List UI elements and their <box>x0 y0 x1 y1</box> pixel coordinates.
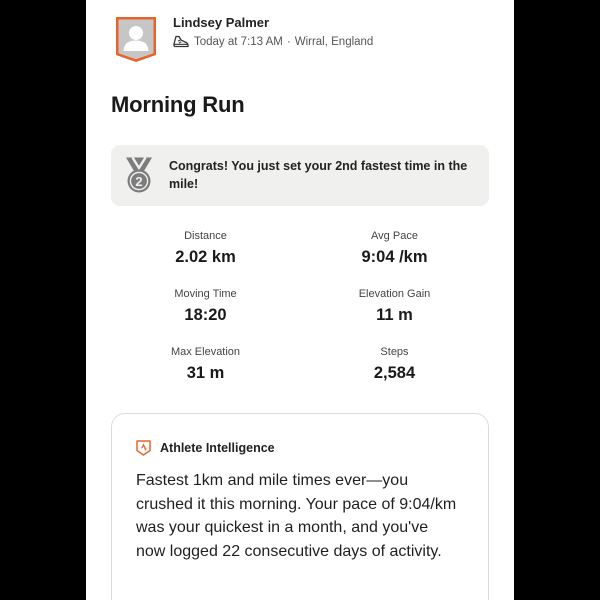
stat-avg-pace <box>300 230 489 267</box>
activity-title: Morning Run <box>111 92 245 117</box>
athlete-avatar[interactable] <box>114 15 158 63</box>
medal-icon <box>123 156 155 194</box>
athlete-intelligence-card[interactable] <box>111 413 489 600</box>
athlete-intelligence-summary: Fastest 1km and mile times ever—you crushed it this morning. Your pace of 9:04/km was your quickest in a month, and you've now logged 22 consecutive days of activity. <box>136 472 457 560</box>
activity-meta <box>173 35 373 49</box>
stat-label: Elevation Gain <box>358 288 431 300</box>
stat-label: Max Elevation <box>170 346 241 358</box>
stat-value: 18:20 <box>184 306 227 324</box>
stat-distance <box>111 230 300 267</box>
running-shoe-icon <box>173 35 189 49</box>
stat-value: 2.02 km <box>175 248 236 266</box>
activity-screen <box>86 0 514 600</box>
activity-location: Wirral, England <box>294 36 374 48</box>
athlete-intelligence-title: Athlete Intelligence <box>160 441 275 455</box>
achievement-card[interactable] <box>111 145 489 206</box>
stat-moving-time <box>111 288 300 325</box>
stat-value: 9:04 /km <box>361 248 428 266</box>
athlete-intelligence-icon <box>136 440 151 456</box>
stat-label: Avg Pace <box>371 230 418 242</box>
athlete-intelligence-header <box>136 440 275 456</box>
stat-elevation-gain <box>300 288 489 325</box>
stat-label: Steps <box>380 346 409 358</box>
stat-max-elevation <box>111 346 300 383</box>
stat-value: 11 m <box>376 306 413 324</box>
meta-separator: · <box>286 36 291 48</box>
activity-timestamp: Today at 7:13 AM <box>194 36 283 48</box>
stat-label: Distance <box>184 230 227 242</box>
achievement-message: Congrats! You just set your 2nd fastest time in the mile! <box>169 159 468 191</box>
stat-label: Moving Time <box>174 288 237 300</box>
medal-rank: 2 <box>135 174 143 189</box>
stat-steps <box>300 346 489 383</box>
athlete-name[interactable]: Lindsey Palmer <box>173 15 270 30</box>
stat-value: 2,584 <box>373 364 416 382</box>
stat-value: 31 m <box>186 364 225 382</box>
